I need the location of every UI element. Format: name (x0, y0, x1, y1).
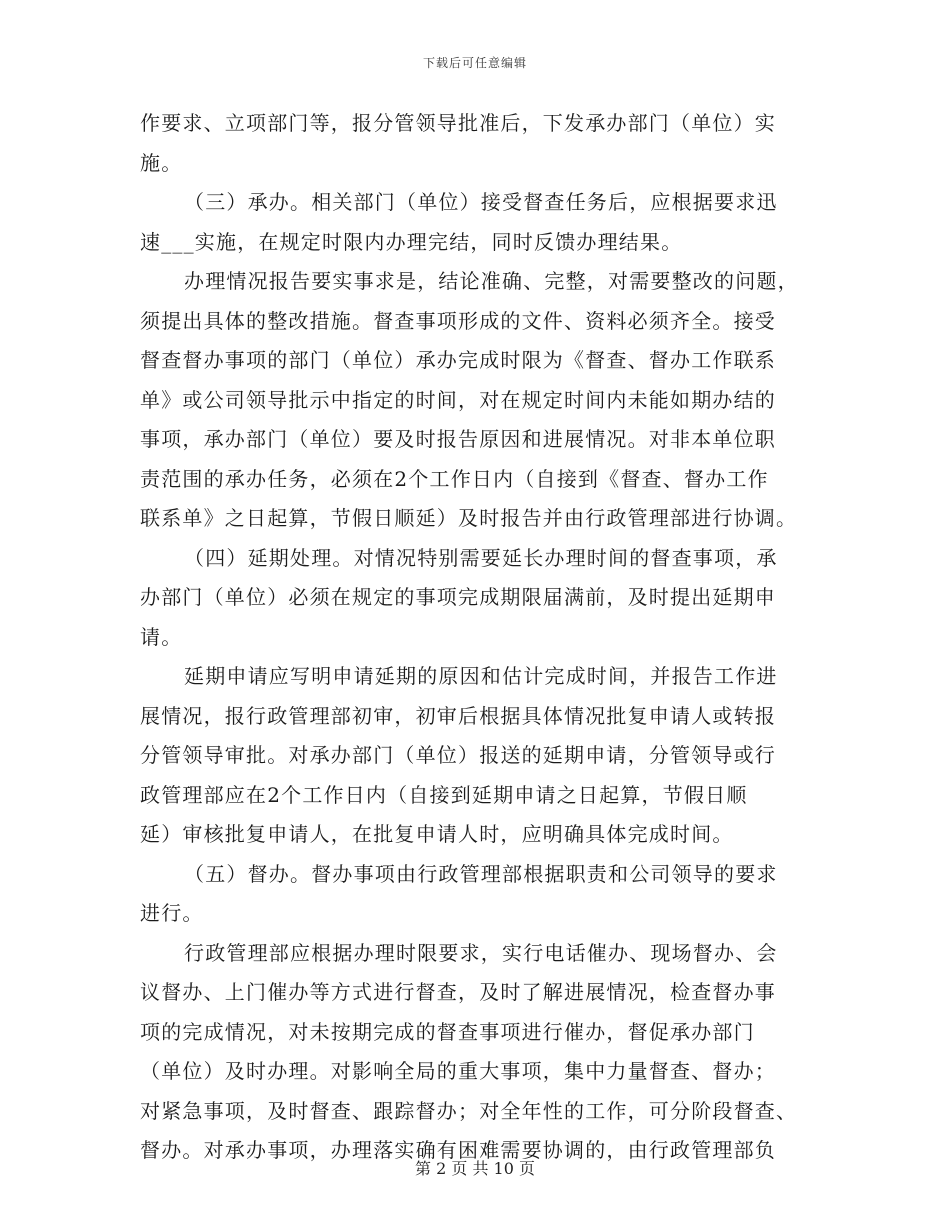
text-line: 事项，承办部门（单位）要及时报告原因和进展情况。对非本单位职 (140, 427, 776, 451)
text-line: （五）督办。督办事项由行政管理部根据职责和公司领导的要求 (184, 861, 778, 886)
text-line: 督办。对承办事项，办理落实确有困难需要协调的，由行政管理部负 (140, 1138, 776, 1162)
text-line: 进行。 (140, 901, 204, 925)
text-line: 施。 (140, 150, 183, 175)
text-line: 责范围的承办任务，必须在2个工作日内（自接到《督查、督办工作 (140, 466, 769, 491)
text-line: 议督办、上门催办等方式进行督查，及时了解进展情况，检查督办事 (140, 980, 776, 1004)
document-body (140, 104, 800, 1171)
text-line: 单》或公司领导批示中指定的时间，对在规定时间内未能如期办结的 (140, 387, 776, 412)
text-line: 政管理部应在2个工作日内（自接到延期申请之日起算，节假日顺 (140, 782, 748, 807)
text-line: 延期申请应写明申请延期的原因和估计完成时间，并报告工作进 (184, 664, 778, 688)
text-line: 督查督办事项的部门（单位）承办完成时限为《督查、督办工作联系 (140, 348, 776, 372)
text-line: （四）延期处理。对情况特别需要延长办理时间的督查事项，承 (184, 545, 778, 570)
text-line: 请。 (140, 624, 183, 649)
text-line: 作要求、立项部门等，报分管领导批准后，下发承办部门（单位）实 (140, 111, 776, 135)
text-line: 联系单》之日起算，节假日顺延）及时报告并由行政管理部进行协调。 (140, 506, 798, 530)
text-line: （三）承办。相关部门（单位）接受督查任务后，应根据要求迅 (184, 190, 778, 214)
text-line: 办理情况报告要实事求是，结论准确、完整，对需要整改的问题， (184, 269, 799, 293)
text-line: 速___实施，在规定时限内办理完结，同时反馈办理结果。 (140, 229, 683, 254)
text-line: 行政管理部应根据办理时限要求，实行电话催办、现场督办、会 (184, 940, 778, 965)
text-line: 办部门（单位）必须在规定的事项完成期限届满前，及时提出延期申 (140, 585, 776, 609)
page-number: 第 2 页 共 10 页 (415, 1159, 535, 1178)
text-line: 展情况，报行政管理部初审，初审后根据具体情况批复申请人或转报 (140, 703, 776, 728)
text-line: 延）审核批复申请人，在批复申请人时，应明确具体完成时间。 (140, 822, 734, 846)
page-header: 下载后可任意编辑 (422, 56, 527, 70)
text-line: 分管领导审批。对承办部门（单位）报送的延期申请，分管领导或行 (140, 743, 776, 767)
text-line: 项的完成情况，对未按期完成的督查事项进行催办，督促承办部门 (140, 1019, 755, 1044)
text-line: 须提出具体的整改措施。督查事项形成的文件、资料必须齐全。接受 (140, 308, 776, 333)
text-line: （单位）及时办理。对影响全局的重大事项，集中力量督查、督办； (140, 1059, 776, 1083)
text-line: 对紧急事项，及时督查、跟踪督办；对全年性的工作，可分阶段督查、 (140, 1098, 798, 1123)
